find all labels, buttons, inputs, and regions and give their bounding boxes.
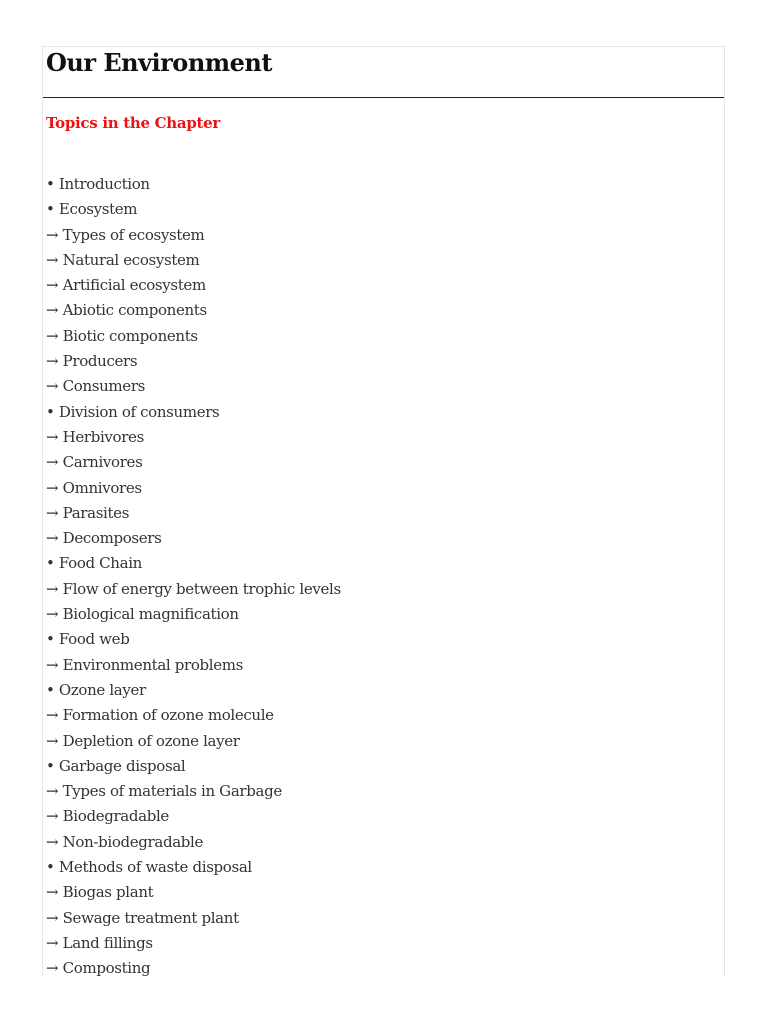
list-item: → Consumers <box>46 377 145 396</box>
list-item: • Methods of waste disposal <box>46 858 252 877</box>
title-divider <box>42 97 725 98</box>
list-item: • Food web <box>46 630 130 649</box>
list-item: → Flow of energy between trophic levels <box>46 579 341 598</box>
list-item: → Sewage treatment plant <box>46 908 239 927</box>
list-item: → Omnivores <box>46 478 142 497</box>
article-card <box>42 46 725 976</box>
topic-list <box>46 173 341 976</box>
list-item: → Artificial ecosystem <box>46 276 206 295</box>
list-item: → Environmental problems <box>46 655 243 674</box>
list-item: → Herbivores <box>46 427 144 446</box>
list-item: → Abiotic components <box>46 301 207 320</box>
list-item: → Carnivores <box>46 453 143 472</box>
list-item: → Land fillings <box>46 933 153 952</box>
list-item: → Biogas plant <box>46 883 154 902</box>
section-heading: Topics in the Chapter <box>46 114 220 132</box>
list-item: • Food Chain <box>46 554 142 573</box>
list-item: → Biological magnification <box>46 605 239 624</box>
list-item: → Decomposers <box>46 529 162 548</box>
list-item: • Division of consumers <box>46 402 220 421</box>
list-item: • Introduction <box>46 175 150 193</box>
list-item: → Producers <box>46 352 138 371</box>
list-item: → Biodegradable <box>46 807 169 826</box>
list-item: → Non-biodegradable <box>46 832 204 851</box>
list-item: → Biotic components <box>46 326 198 345</box>
list-item: • Ozone layer <box>46 680 146 699</box>
list-item: → Types of ecosystem <box>46 225 205 244</box>
list-item: → Natural ecosystem <box>46 250 200 269</box>
page-title: Our Environment <box>46 48 272 77</box>
list-item: • Ecosystem <box>46 200 138 219</box>
list-item: → Depletion of ozone layer <box>46 731 240 750</box>
list-item: • Garbage disposal <box>46 756 186 775</box>
list-item: → Formation of ozone molecule <box>46 706 274 725</box>
list-item: → Composting <box>46 959 151 976</box>
list-item: → Parasites <box>46 503 130 522</box>
list-item: → Types of materials in Garbage <box>46 782 282 801</box>
